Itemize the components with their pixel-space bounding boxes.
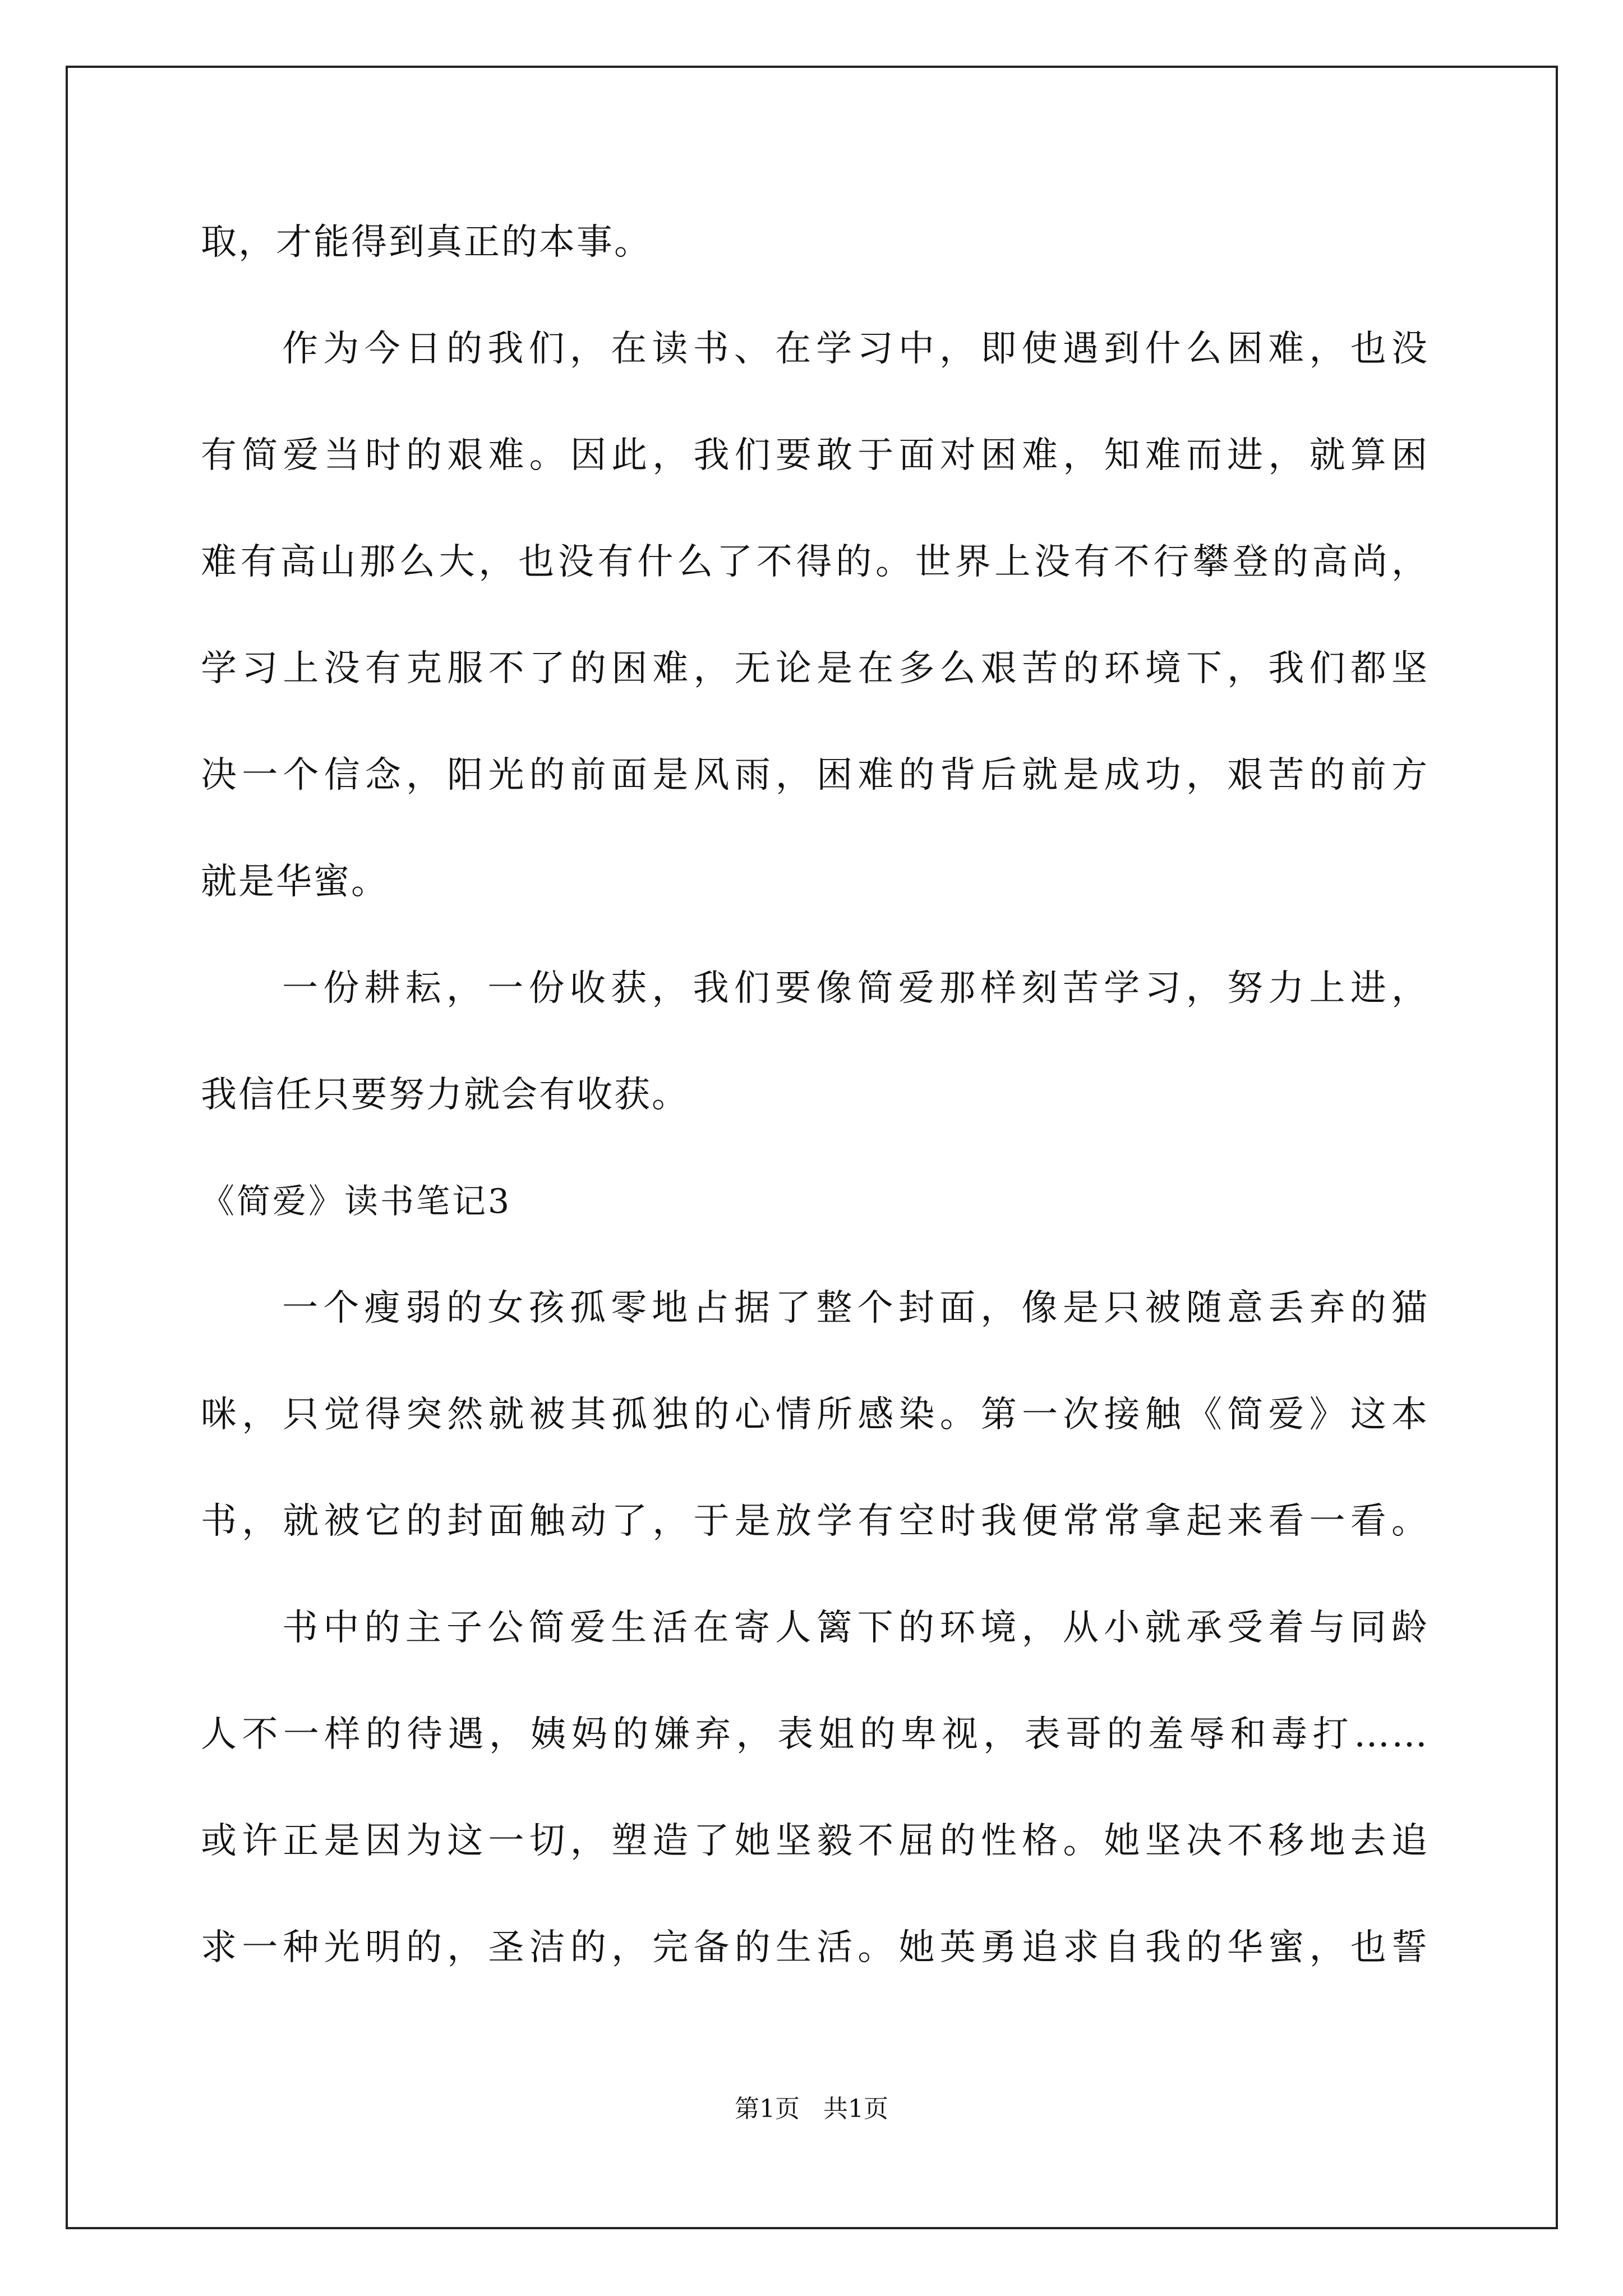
text-line: 难有高山那么大，也没有什么了不得的。世界上没有不行攀登的高尚， [201,541,1429,583]
text-line: 一个瘦弱的女孩孤零地占据了整个封面，像是只被随意丢弃的猫 [282,1287,1429,1329]
text-line: 人不一样的待遇，姨妈的嫌弃，表姐的卑视，表哥的羞辱和毒打…… [201,1714,1429,1755]
text-line: 咪，只觉得突然就被其孤独的心情所感染。第一次接触《简爱》这本 [201,1394,1429,1435]
text-line: 我信任只要努力就会有收获。 [201,1074,689,1116]
text-line: 求一种光明的，圣洁的，完备的生活。她英勇追求自我的华蜜，也誓 [201,1927,1429,1968]
text-line: 决一个信念，阳光的前面是风雨，困难的背后就是成功，艰苦的前方 [201,754,1429,796]
text-line: 一份耕耘，一份收获，我们要像简爱那样刻苦学习，努力上进， [282,968,1429,1009]
paragraph-block-1 [201,209,1429,1168]
text-line: 书中的主子公简爱生活在寄人篱下的环境，从小就承受着与同龄 [282,1607,1429,1649]
text-line: 有简爱当时的艰难。因此，我们要敢于面对困难，知难而进，就算困 [201,435,1429,476]
document-body [201,209,1429,2021]
text-line: 作为今日的我们，在读书、在学习中，即使遇到什么困难，也没 [282,328,1429,370]
text-line: 学习上没有克服不了的困难，无论是在多么艰苦的环境下，我们都坚 [201,648,1429,689]
text-line: 或许正是因为这一切，塑造了她坚毅不屈的性格。她坚决不移地去追 [201,1820,1429,1862]
text-line: 取，才能得到真正的本事。 [201,222,652,263]
text-line: 书，就被它的封面触动了，于是放学有空时我便常常拿起来看一看。 [201,1501,1429,1542]
paragraph-block-2 [201,1274,1429,2021]
text-line: 就是华蜜。 [201,861,389,903]
page-footer: 第1页 共1页 [735,2095,888,2123]
section-heading: 《简爱》读书笔记3 [201,1182,512,1221]
